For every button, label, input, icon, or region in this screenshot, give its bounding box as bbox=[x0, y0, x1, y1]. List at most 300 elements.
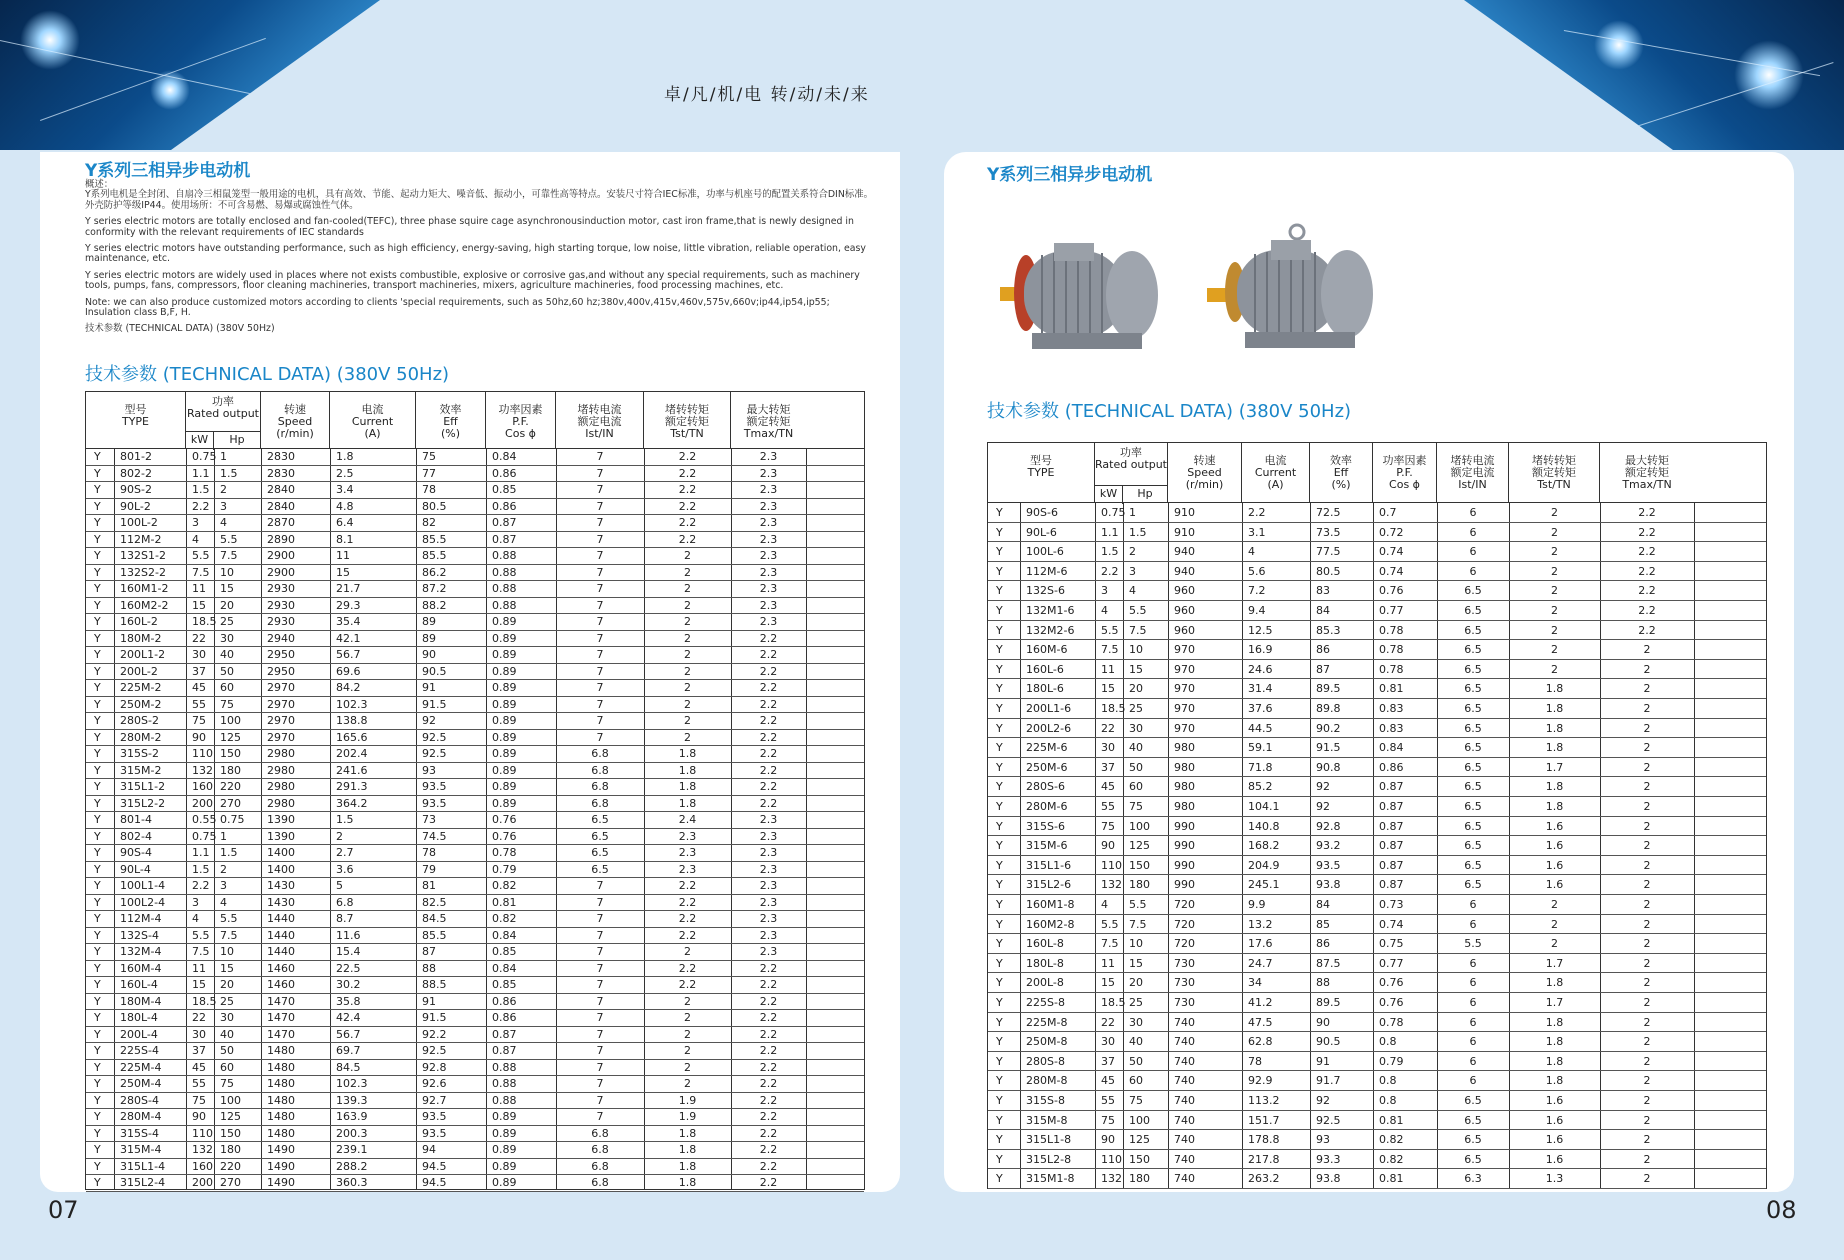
cell-col-8: 6 bbox=[1469, 996, 1477, 1009]
cell-col-10: 2.2 bbox=[759, 1011, 778, 1024]
table-row bbox=[988, 934, 1766, 954]
cell-col-5: 35.8 bbox=[336, 994, 361, 1008]
cell-col-6: 93.5 bbox=[422, 1110, 447, 1123]
header-output-line: Rated output bbox=[187, 407, 259, 420]
cell-col-2: 22 bbox=[1101, 1015, 1115, 1029]
cell-col-6: 87 bbox=[422, 945, 436, 958]
cell-col-1: 315L2-2 bbox=[120, 796, 166, 810]
cell-col-6: 91.5 bbox=[1316, 741, 1341, 755]
cell-col-4: 2980 bbox=[267, 780, 295, 793]
cell-col-10: 2.3 bbox=[759, 879, 778, 892]
cell-col-2: 11 bbox=[192, 961, 206, 975]
cell-col-2: 132 bbox=[1101, 1172, 1122, 1186]
cell-col-8: 6.5 bbox=[1464, 1113, 1482, 1127]
cell-col-6: 93.5 bbox=[422, 796, 447, 810]
header-tmax-line: Tmax/TN bbox=[743, 427, 794, 440]
right-page-title: Y系列三相异步电动机 bbox=[987, 165, 1153, 185]
cell-col-5: 12.5 bbox=[1248, 623, 1273, 637]
cell-col-0: Y bbox=[996, 1133, 1003, 1147]
table-row bbox=[988, 1130, 1766, 1150]
cell-col-5: 102.3 bbox=[336, 697, 368, 711]
cell-col-1: 225M-2 bbox=[120, 681, 162, 694]
cell-col-7: 0.7 bbox=[1379, 506, 1397, 519]
cell-col-1: 250M-2 bbox=[120, 697, 162, 711]
table-row bbox=[86, 1126, 864, 1143]
cell-col-7: 0.84 bbox=[492, 928, 517, 942]
cell-col-3: 7.5 bbox=[1129, 623, 1147, 637]
cell-col-5: 34 bbox=[1248, 976, 1262, 990]
cell-col-2: 110 bbox=[1101, 1152, 1122, 1166]
table-row bbox=[988, 1169, 1766, 1189]
cell-col-3: 50 bbox=[220, 1044, 234, 1057]
cell-col-2: 30 bbox=[192, 1027, 206, 1041]
cell-col-4: 730 bbox=[1174, 976, 1195, 990]
cell-col-5: 22.5 bbox=[336, 961, 361, 975]
cell-col-5: 24.7 bbox=[1248, 956, 1273, 970]
cell-col-0: Y bbox=[94, 598, 101, 612]
cell-col-0: Y bbox=[996, 1035, 1003, 1049]
cell-col-4: 2840 bbox=[267, 483, 295, 496]
cell-col-9: 1.6 bbox=[1545, 819, 1564, 833]
cell-col-7: 0.89 bbox=[492, 796, 517, 810]
cell-col-6: 78 bbox=[422, 846, 436, 859]
cell-col-7: 0.89 bbox=[492, 763, 517, 777]
cell-col-5: 239.1 bbox=[336, 1143, 368, 1156]
cell-col-8: 7 bbox=[596, 1044, 604, 1057]
cell-col-2: 90 bbox=[1101, 1133, 1115, 1147]
cell-col-10: 2.2 bbox=[759, 697, 778, 711]
cell-col-5: 13.2 bbox=[1248, 917, 1273, 931]
cell-col-0: Y bbox=[94, 813, 101, 826]
cell-col-1: 90L-6 bbox=[1026, 525, 1057, 539]
header-current-line: 电流 bbox=[361, 403, 384, 416]
header-output-line: Rated output bbox=[1095, 458, 1167, 471]
cell-col-6: 91.5 bbox=[422, 1011, 447, 1024]
cell-col-3: 150 bbox=[220, 1126, 241, 1140]
cell-col-9: 1.9 bbox=[678, 1110, 697, 1123]
cell-col-7: 0.89 bbox=[492, 615, 517, 628]
header-current bbox=[1242, 443, 1310, 503]
header-tst bbox=[644, 392, 731, 449]
cell-col-8: 7 bbox=[596, 499, 604, 513]
cell-col-3: 7.5 bbox=[220, 928, 238, 942]
cell-col-5: 3.4 bbox=[336, 483, 354, 496]
cell-col-0: Y bbox=[94, 1011, 101, 1024]
cell-col-8: 7 bbox=[596, 549, 604, 562]
table-row bbox=[86, 1175, 864, 1192]
header-tmax bbox=[1600, 443, 1694, 503]
cell-col-0: Y bbox=[94, 1077, 101, 1090]
cell-col-5: 2.2 bbox=[1248, 506, 1266, 519]
header-eff bbox=[1310, 443, 1373, 503]
cell-col-0: Y bbox=[94, 796, 101, 810]
cell-col-1: 801-2 bbox=[120, 450, 152, 463]
cell-col-10: 2.2 bbox=[759, 994, 778, 1008]
cell-col-3: 20 bbox=[220, 978, 234, 991]
cell-col-1: 100L2-4 bbox=[120, 895, 166, 909]
cell-col-9: 1.8 bbox=[1545, 1074, 1564, 1088]
cell-col-3: 5.5 bbox=[220, 912, 238, 925]
cell-col-3: 75 bbox=[220, 1077, 234, 1090]
cell-col-2: 15 bbox=[1101, 976, 1115, 990]
cell-col-4: 960 bbox=[1174, 584, 1195, 598]
cell-col-9: 1.9 bbox=[678, 1093, 697, 1107]
cell-col-8: 6.5 bbox=[1464, 1133, 1482, 1147]
intro-note: Note: we can also produce customized motors according to clients 'special requirements, such as 50hz,60 hz;380v,400v,415v,460v,575v,660v;ip44,ip54,ip55; Insulation class B,F, H. bbox=[85, 296, 830, 319]
cell-col-6: 89 bbox=[422, 615, 436, 628]
cell-col-6: 79 bbox=[422, 862, 436, 876]
cell-col-2: 132 bbox=[192, 1143, 213, 1156]
cell-col-9: 2 bbox=[684, 648, 691, 661]
table-row bbox=[988, 581, 1766, 601]
cell-col-2: 30 bbox=[1101, 741, 1115, 755]
cell-col-7: 0.8 bbox=[1379, 1094, 1397, 1107]
cell-col-6: 77 bbox=[422, 466, 436, 480]
cell-col-3: 3 bbox=[220, 499, 227, 513]
cell-col-2: 7.5 bbox=[1101, 643, 1119, 657]
cell-col-9: 2 bbox=[1551, 643, 1558, 657]
cell-col-0: Y bbox=[94, 1110, 101, 1123]
cell-col-6: 78 bbox=[422, 483, 436, 496]
table-row bbox=[988, 915, 1766, 935]
table-row bbox=[86, 449, 864, 466]
cell-col-9: 1.8 bbox=[678, 780, 697, 793]
table-row bbox=[86, 614, 864, 631]
cell-col-7: 0.8 bbox=[1379, 1074, 1397, 1088]
cell-col-6: 77.5 bbox=[1316, 545, 1341, 559]
header-type-line: TYPE bbox=[1027, 466, 1055, 479]
cell-col-4: 1490 bbox=[267, 1143, 295, 1156]
cell-col-3: 60 bbox=[220, 681, 234, 694]
cell-col-3: 3 bbox=[220, 879, 227, 892]
cell-col-0: Y bbox=[996, 564, 1003, 578]
cell-col-4: 2940 bbox=[267, 631, 295, 645]
cell-col-0: Y bbox=[94, 549, 101, 562]
table-row bbox=[988, 621, 1766, 641]
cell-col-9: 2 bbox=[1551, 604, 1558, 617]
cell-col-1: 132M1-6 bbox=[1026, 604, 1075, 617]
cell-col-6: 92.5 bbox=[422, 730, 447, 744]
cell-col-1: 200L2-6 bbox=[1026, 721, 1072, 735]
cell-col-10: 2.2 bbox=[759, 1159, 778, 1173]
cell-col-5: 2.7 bbox=[336, 846, 354, 859]
cell-col-5: 364.2 bbox=[336, 796, 368, 810]
cell-col-7: 0.86 bbox=[1379, 760, 1404, 774]
cell-col-9: 2 bbox=[1551, 623, 1558, 637]
cell-col-0: Y bbox=[94, 1126, 101, 1140]
cell-col-0: Y bbox=[94, 565, 101, 579]
table-row bbox=[988, 1071, 1766, 1091]
cell-col-3: 1 bbox=[220, 450, 227, 463]
cell-col-0: Y bbox=[94, 780, 101, 793]
cell-col-6: 80.5 bbox=[1316, 564, 1341, 578]
cell-col-6: 89.5 bbox=[1316, 682, 1341, 696]
intro-en-3: Y series electric motors are widely used in places where not exists combustible, explosive or corrosive gas,and without any special requirements, such as machinery tools, pumps, fans, compressors, floor cleaning machineries, transport machineries, mixers, agriculture machineries, food processing machines, etc. bbox=[85, 269, 860, 292]
table-header bbox=[988, 443, 1766, 503]
cell-col-8: 6 bbox=[1469, 898, 1477, 911]
cell-col-7: 0.87 bbox=[1379, 780, 1404, 794]
cell-col-8: 7 bbox=[596, 697, 604, 711]
cell-col-2: 5.5 bbox=[192, 549, 210, 562]
cell-col-8: 6.8 bbox=[591, 796, 609, 810]
cell-col-7: 0.89 bbox=[492, 780, 517, 793]
cell-col-1: 315M-4 bbox=[120, 1143, 162, 1156]
cell-col-9: 2 bbox=[1551, 545, 1558, 559]
cell-col-1: 315L1-8 bbox=[1026, 1133, 1072, 1147]
cell-col-1: 801-4 bbox=[120, 813, 152, 826]
cell-col-8: 6.5 bbox=[1464, 702, 1482, 715]
cell-col-6: 89.8 bbox=[1316, 702, 1341, 715]
cell-col-10: 2 bbox=[1643, 662, 1651, 676]
cell-col-8: 5.5 bbox=[1464, 937, 1482, 951]
cell-col-0: Y bbox=[94, 895, 101, 909]
cell-col-4: 2900 bbox=[267, 549, 295, 562]
cell-col-5: 31.4 bbox=[1248, 682, 1273, 696]
cell-col-7: 0.89 bbox=[492, 1143, 517, 1156]
cell-col-1: 280S-4 bbox=[120, 1093, 159, 1107]
cell-col-3: 1.5 bbox=[220, 466, 238, 480]
cell-col-4: 990 bbox=[1174, 839, 1195, 853]
cell-col-10: 2.3 bbox=[759, 450, 778, 463]
cell-col-0: Y bbox=[996, 545, 1003, 559]
cell-col-1: 90S-6 bbox=[1026, 506, 1058, 519]
table-row bbox=[86, 664, 864, 681]
cell-col-3: 100 bbox=[1129, 1113, 1150, 1127]
cell-col-5: 16.9 bbox=[1248, 643, 1273, 657]
header-speed bbox=[261, 392, 330, 449]
cell-col-1: 200L-2 bbox=[120, 664, 158, 678]
cell-col-10: 2 bbox=[1643, 1152, 1651, 1166]
cell-col-9: 1.8 bbox=[1545, 741, 1564, 755]
cell-col-8: 6.8 bbox=[591, 1176, 609, 1189]
cell-col-1: 200L-4 bbox=[120, 1027, 158, 1041]
cell-col-10: 2 bbox=[1643, 996, 1651, 1009]
cell-col-2: 37 bbox=[1101, 760, 1115, 774]
cell-col-4: 910 bbox=[1174, 525, 1195, 539]
cell-col-6: 84 bbox=[1316, 898, 1330, 911]
cell-col-4: 2840 bbox=[267, 499, 295, 513]
cell-col-5: 42.4 bbox=[336, 1011, 361, 1024]
cell-col-4: 2930 bbox=[267, 615, 295, 628]
cell-col-7: 0.78 bbox=[1379, 643, 1404, 657]
table-row bbox=[988, 1052, 1766, 1072]
cell-col-0: Y bbox=[94, 697, 101, 711]
table-row bbox=[86, 1027, 864, 1044]
cell-col-0: Y bbox=[94, 450, 101, 463]
cell-col-7: 0.85 bbox=[492, 978, 517, 991]
cell-col-7: 0.86 bbox=[492, 466, 517, 480]
cell-col-3: 40 bbox=[220, 648, 234, 661]
header-tst-line: 堵转转矩 bbox=[665, 403, 709, 416]
right-spec-table bbox=[987, 442, 1767, 1189]
header-output bbox=[186, 392, 261, 449]
cell-col-1: 180L-8 bbox=[1026, 956, 1064, 970]
table-row bbox=[988, 1091, 1766, 1111]
cell-col-2: 55 bbox=[192, 1077, 206, 1090]
cell-col-7: 0.78 bbox=[1379, 1015, 1404, 1029]
cell-col-6: 90 bbox=[1316, 1015, 1330, 1029]
cell-col-7: 0.84 bbox=[1379, 741, 1404, 755]
cell-col-8: 7 bbox=[596, 598, 604, 612]
cell-col-10: 2 bbox=[1643, 760, 1651, 774]
cell-col-8: 7 bbox=[596, 466, 604, 480]
cell-col-4: 2970 bbox=[267, 697, 295, 711]
cell-col-0: Y bbox=[996, 1074, 1003, 1088]
cell-col-8: 7 bbox=[596, 565, 604, 579]
cell-col-8: 6 bbox=[1469, 525, 1477, 539]
cell-col-5: 37.6 bbox=[1248, 702, 1273, 715]
cell-col-3: 150 bbox=[1129, 1152, 1150, 1166]
cell-col-5: 3.6 bbox=[336, 862, 354, 876]
cell-col-5: 138.8 bbox=[336, 714, 368, 727]
table-row bbox=[86, 911, 864, 928]
cell-col-8: 7 bbox=[596, 681, 604, 694]
cell-col-8: 6.5 bbox=[1464, 584, 1482, 598]
cell-col-10: 2.2 bbox=[759, 1143, 778, 1156]
cell-col-3: 100 bbox=[220, 1093, 241, 1107]
table-row bbox=[988, 993, 1766, 1013]
cell-col-5: 69.6 bbox=[336, 664, 361, 678]
cell-col-4: 980 bbox=[1174, 741, 1195, 755]
cell-col-10: 2.2 bbox=[759, 1077, 778, 1090]
cell-col-5: 9.9 bbox=[1248, 898, 1266, 911]
cell-col-0: Y bbox=[94, 763, 101, 777]
cell-col-9: 2 bbox=[684, 945, 691, 958]
cell-col-5: 85.2 bbox=[1248, 780, 1273, 794]
table-row bbox=[86, 812, 864, 829]
cell-col-2: 15 bbox=[1101, 682, 1115, 696]
cell-col-3: 20 bbox=[1129, 976, 1143, 990]
table-row bbox=[86, 598, 864, 615]
header-pf-line: Cos ɸ bbox=[505, 427, 536, 440]
cell-col-2: 22 bbox=[192, 631, 206, 645]
cell-col-2: 1.1 bbox=[192, 466, 210, 480]
cell-col-4: 740 bbox=[1174, 1172, 1195, 1186]
cell-col-1: 315M-6 bbox=[1026, 839, 1068, 853]
cell-col-3: 0.75 bbox=[220, 813, 245, 826]
cell-col-0: Y bbox=[996, 584, 1003, 598]
cell-col-2: 1.5 bbox=[1101, 545, 1119, 559]
cell-col-1: 802-4 bbox=[120, 829, 152, 843]
cell-col-7: 0.88 bbox=[492, 1077, 517, 1090]
cell-col-2: 110 bbox=[192, 747, 213, 760]
header-tst-line: Tst/TN bbox=[670, 427, 704, 440]
cell-col-9: 2 bbox=[1551, 584, 1558, 598]
cell-col-3: 20 bbox=[1129, 682, 1143, 696]
cell-col-8: 7 bbox=[596, 1110, 604, 1123]
cell-col-3: 10 bbox=[1129, 937, 1143, 951]
cell-col-1: 132M-4 bbox=[120, 945, 162, 958]
cell-col-0: Y bbox=[996, 760, 1003, 774]
cell-col-5: 62.8 bbox=[1248, 1035, 1273, 1049]
cell-col-8: 6.5 bbox=[1464, 878, 1482, 892]
header-speed-line: 转速 bbox=[1193, 454, 1216, 467]
header-tmax bbox=[731, 392, 806, 449]
cell-col-5: 30.2 bbox=[336, 978, 361, 991]
cell-col-9: 1.6 bbox=[1545, 1094, 1564, 1107]
cell-col-6: 92.5 bbox=[422, 747, 447, 760]
cell-col-5: 8.1 bbox=[336, 532, 354, 546]
cell-col-2: 4 bbox=[1101, 604, 1108, 617]
cell-col-7: 0.89 bbox=[492, 1126, 517, 1140]
table-row bbox=[86, 482, 864, 499]
cell-col-9: 2 bbox=[1551, 917, 1558, 931]
cell-col-7: 0.82 bbox=[1379, 1152, 1404, 1166]
cell-col-4: 1490 bbox=[267, 1159, 295, 1173]
header-tmax-line: 额定转矩 bbox=[1625, 466, 1669, 479]
cell-col-4: 1440 bbox=[267, 945, 295, 958]
right-tech-title: 技术参数 (TECHNICAL DATA) (380V 50Hz) bbox=[987, 401, 1352, 422]
cell-col-1: 90S-2 bbox=[120, 483, 152, 496]
table-row bbox=[86, 1076, 864, 1093]
header-tst-line: 堵转转矩 bbox=[1532, 454, 1576, 467]
cell-col-8: 7 bbox=[596, 615, 604, 628]
cell-col-3: 220 bbox=[220, 780, 241, 793]
cell-col-3: 1 bbox=[1129, 506, 1136, 519]
left-tech-title: 技术参数 (TECHNICAL DATA) (380V 50Hz) bbox=[85, 364, 450, 385]
cell-col-9: 1.8 bbox=[1545, 976, 1564, 990]
cell-col-6: 86.2 bbox=[422, 565, 447, 579]
cell-col-2: 22 bbox=[1101, 721, 1115, 735]
cell-col-0: Y bbox=[94, 483, 101, 496]
cell-col-4: 740 bbox=[1174, 1133, 1195, 1147]
header-pf bbox=[486, 392, 556, 449]
cell-col-2: 0.55 bbox=[192, 813, 217, 826]
cell-col-8: 7 bbox=[596, 1027, 604, 1041]
cell-col-9: 2 bbox=[1551, 898, 1558, 911]
cell-col-10: 2.3 bbox=[759, 582, 778, 595]
cell-col-6: 93.8 bbox=[1316, 1172, 1341, 1186]
cell-col-8: 6.8 bbox=[591, 780, 609, 793]
cell-col-8: 6.5 bbox=[1464, 643, 1482, 657]
cell-col-8: 6.5 bbox=[1464, 839, 1482, 853]
cell-col-7: 0.88 bbox=[492, 598, 517, 612]
cell-col-2: 30 bbox=[1101, 1035, 1115, 1049]
cell-col-7: 0.77 bbox=[1379, 604, 1404, 617]
cell-col-8: 6.5 bbox=[1464, 1152, 1482, 1166]
cell-col-0: Y bbox=[94, 1044, 101, 1057]
header-current-line: (A) bbox=[1267, 478, 1284, 491]
table-row bbox=[86, 713, 864, 730]
table-row bbox=[988, 1150, 1766, 1170]
cell-col-3: 30 bbox=[220, 631, 234, 645]
cell-col-8: 7 bbox=[596, 532, 604, 546]
cell-col-10: 2.2 bbox=[759, 648, 778, 661]
cell-col-0: Y bbox=[996, 741, 1003, 755]
cell-col-10: 2 bbox=[1643, 1172, 1651, 1186]
cell-col-2: 1.5 bbox=[192, 862, 210, 876]
cell-col-5: 69.7 bbox=[336, 1044, 361, 1057]
table-row bbox=[86, 1093, 864, 1110]
cell-col-9: 2 bbox=[684, 615, 691, 628]
header-pf-line: P.F. bbox=[512, 415, 529, 428]
cell-col-3: 180 bbox=[1129, 1172, 1150, 1186]
cell-col-0: Y bbox=[996, 1172, 1003, 1186]
cell-col-2: 1.5 bbox=[192, 483, 210, 496]
cell-col-5: 291.3 bbox=[336, 780, 368, 793]
cell-col-0: Y bbox=[996, 682, 1003, 696]
cell-col-5: 140.8 bbox=[1248, 819, 1280, 833]
cell-col-1: 280M-6 bbox=[1026, 800, 1068, 813]
cell-col-9: 2.3 bbox=[678, 829, 697, 843]
header-current-line: Current bbox=[1254, 466, 1297, 479]
cell-col-1: 250M-8 bbox=[1026, 1035, 1068, 1049]
cell-col-1: 315S-8 bbox=[1026, 1094, 1065, 1107]
cell-col-10: 2.2 bbox=[759, 780, 778, 793]
cell-col-1: 315L2-4 bbox=[120, 1176, 166, 1189]
cell-col-0: Y bbox=[94, 945, 101, 958]
cell-col-6: 91 bbox=[1316, 1054, 1330, 1068]
